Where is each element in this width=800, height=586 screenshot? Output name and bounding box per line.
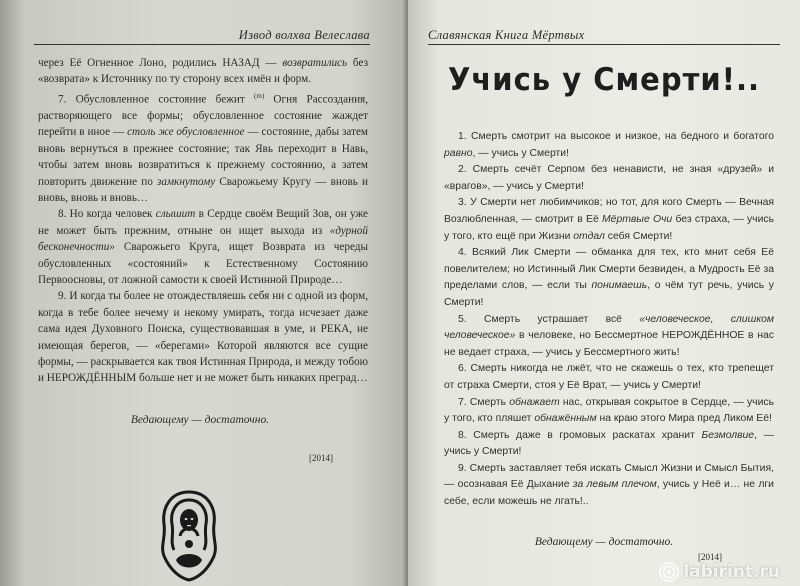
commandment-paragraph: 3. У Смерти нет любимчиков; но тот, для кого Смерть — Вечная Возлюбленная, — смотрит в Её Мёртвые Очи без страха, — учись у того, кто ещё при Жизни отдал себя Смерти!	[444, 197, 775, 242]
right-page-body	[444, 129, 774, 511]
commandment-paragraph: 4. Всякий Лик Смерти — обманка для тех, кто мнит себя Её повелителем; но Истинный Лик Смерти безвиден, а Мудрость Её за пределами слов, — если ты понимаешь, о чём тут речь, учись у Смерти!	[444, 247, 775, 308]
left-paragraph: 8. Но когда человек слышит в Сердце своём Вещий Зов, он уже не может быть прежним, отныне он ищет выхода из «дурной бесконечности» Сварожьего Круга, ищет Возврата из череды обусловленных «состояний» к Естественному Состоянию Первоосновы, от ложной самости к своей Истинной Природе…	[38, 208, 368, 287]
right-closing-line: Ведающему — достаточно.	[534, 536, 674, 548]
commandment-paragraph: 8. Смерть даже в громовых раскатах хранит Безмолвие, — учись у Смерти!	[444, 429, 774, 458]
right-page	[408, 0, 800, 586]
left-running-head: Извод волхва Велеслава	[34, 28, 370, 45]
left-paragraph: 7. Обусловленное состояние бежит $^{(m)}$ Огня Рассоздания, растворяющего все формы; обусловленное состояние жаждет перейти в иное — столь же обусловленное — состояние, дабы затем вновь вернуться в прежнее состояние; так Явь переходит в Навь, чтобы затем вновь возвратиться к прежнему состоянию, а затем повторить движение по замкнутому Сварожьему Кругу — вновь и вновь, вновь и вновь…	[38, 91, 369, 204]
commandment-paragraph: 2. Смерть сечёт Серпом без ненависти, не зная «друзей» и «врагов», — учись у Смерти!	[444, 164, 774, 192]
chapter-title: Учись у Смерти!..	[447, 60, 760, 98]
left-paragraph: через Её Огненное Лоно, родились НАЗАД — возвратились без «возврата» к Источнику по ту сторону всех имён и форм.	[38, 57, 368, 86]
commandment-paragraph: 6. Смерть никогда не лжёт, что не скажешь о тех, кто трепещет от страха Смерти, стоя у Её Врат, — учись у Смерти!	[444, 363, 774, 391]
right-year-mark: [2014]	[698, 552, 722, 562]
site-watermark	[659, 562, 780, 582]
commandment-paragraph: 7. Смерть обнажает нас, открывая сокрытое в Сердце, — учись у того, кто пляшет обнажённым на краю этого Мира пред Ликом Её!	[444, 396, 774, 425]
watermark-text: labirint.ru	[683, 562, 780, 582]
left-page-body	[38, 55, 368, 387]
left-year-mark: [2014]	[309, 453, 333, 463]
labyrinth-logo-icon	[659, 562, 679, 582]
goddess-emblem-icon	[156, 486, 222, 584]
commandment-paragraph: 5. Смерть устрашает всё «человеческое, слишком человеческое» в человеке, но Бессмертное НЕРОЖДЁННОЕ в нас не ведает страха, — учись у Бессмертного жить!	[444, 313, 775, 358]
commandment-paragraph: 9. Смерть заставляет тебя искать Смысл Жизни и Смысл Бытия, — осознавая Её Дыхание за левым плечом, учись у Неё и… не лги себе, если можешь не лгать!..	[444, 462, 774, 508]
left-closing-line: Ведающему — достаточно.	[130, 414, 270, 426]
commandment-paragraph: 1. Смерть смотрит на высокое и низкое, на бедного и богатого равно, — учись у Смерти!	[444, 131, 774, 159]
left-paragraph: 9. И когда ты более не отождествляешь себя ни с одной из форм, когда в тебе более нечему и некому умирать, тогда исчезает даже сама идея Духовного Поиска, существовавшая в уме, и РЕКА, не имеющая берегов, — «берегами» Которой являются все сущие формы, — раскрывается как твоя Истинная Природа, и между тобою и НЕРОЖДЁННЫМ больше нет и не может быть никаких преград…	[38, 290, 368, 385]
right-running-head: Славянская Книга Мёртвых	[428, 28, 780, 45]
